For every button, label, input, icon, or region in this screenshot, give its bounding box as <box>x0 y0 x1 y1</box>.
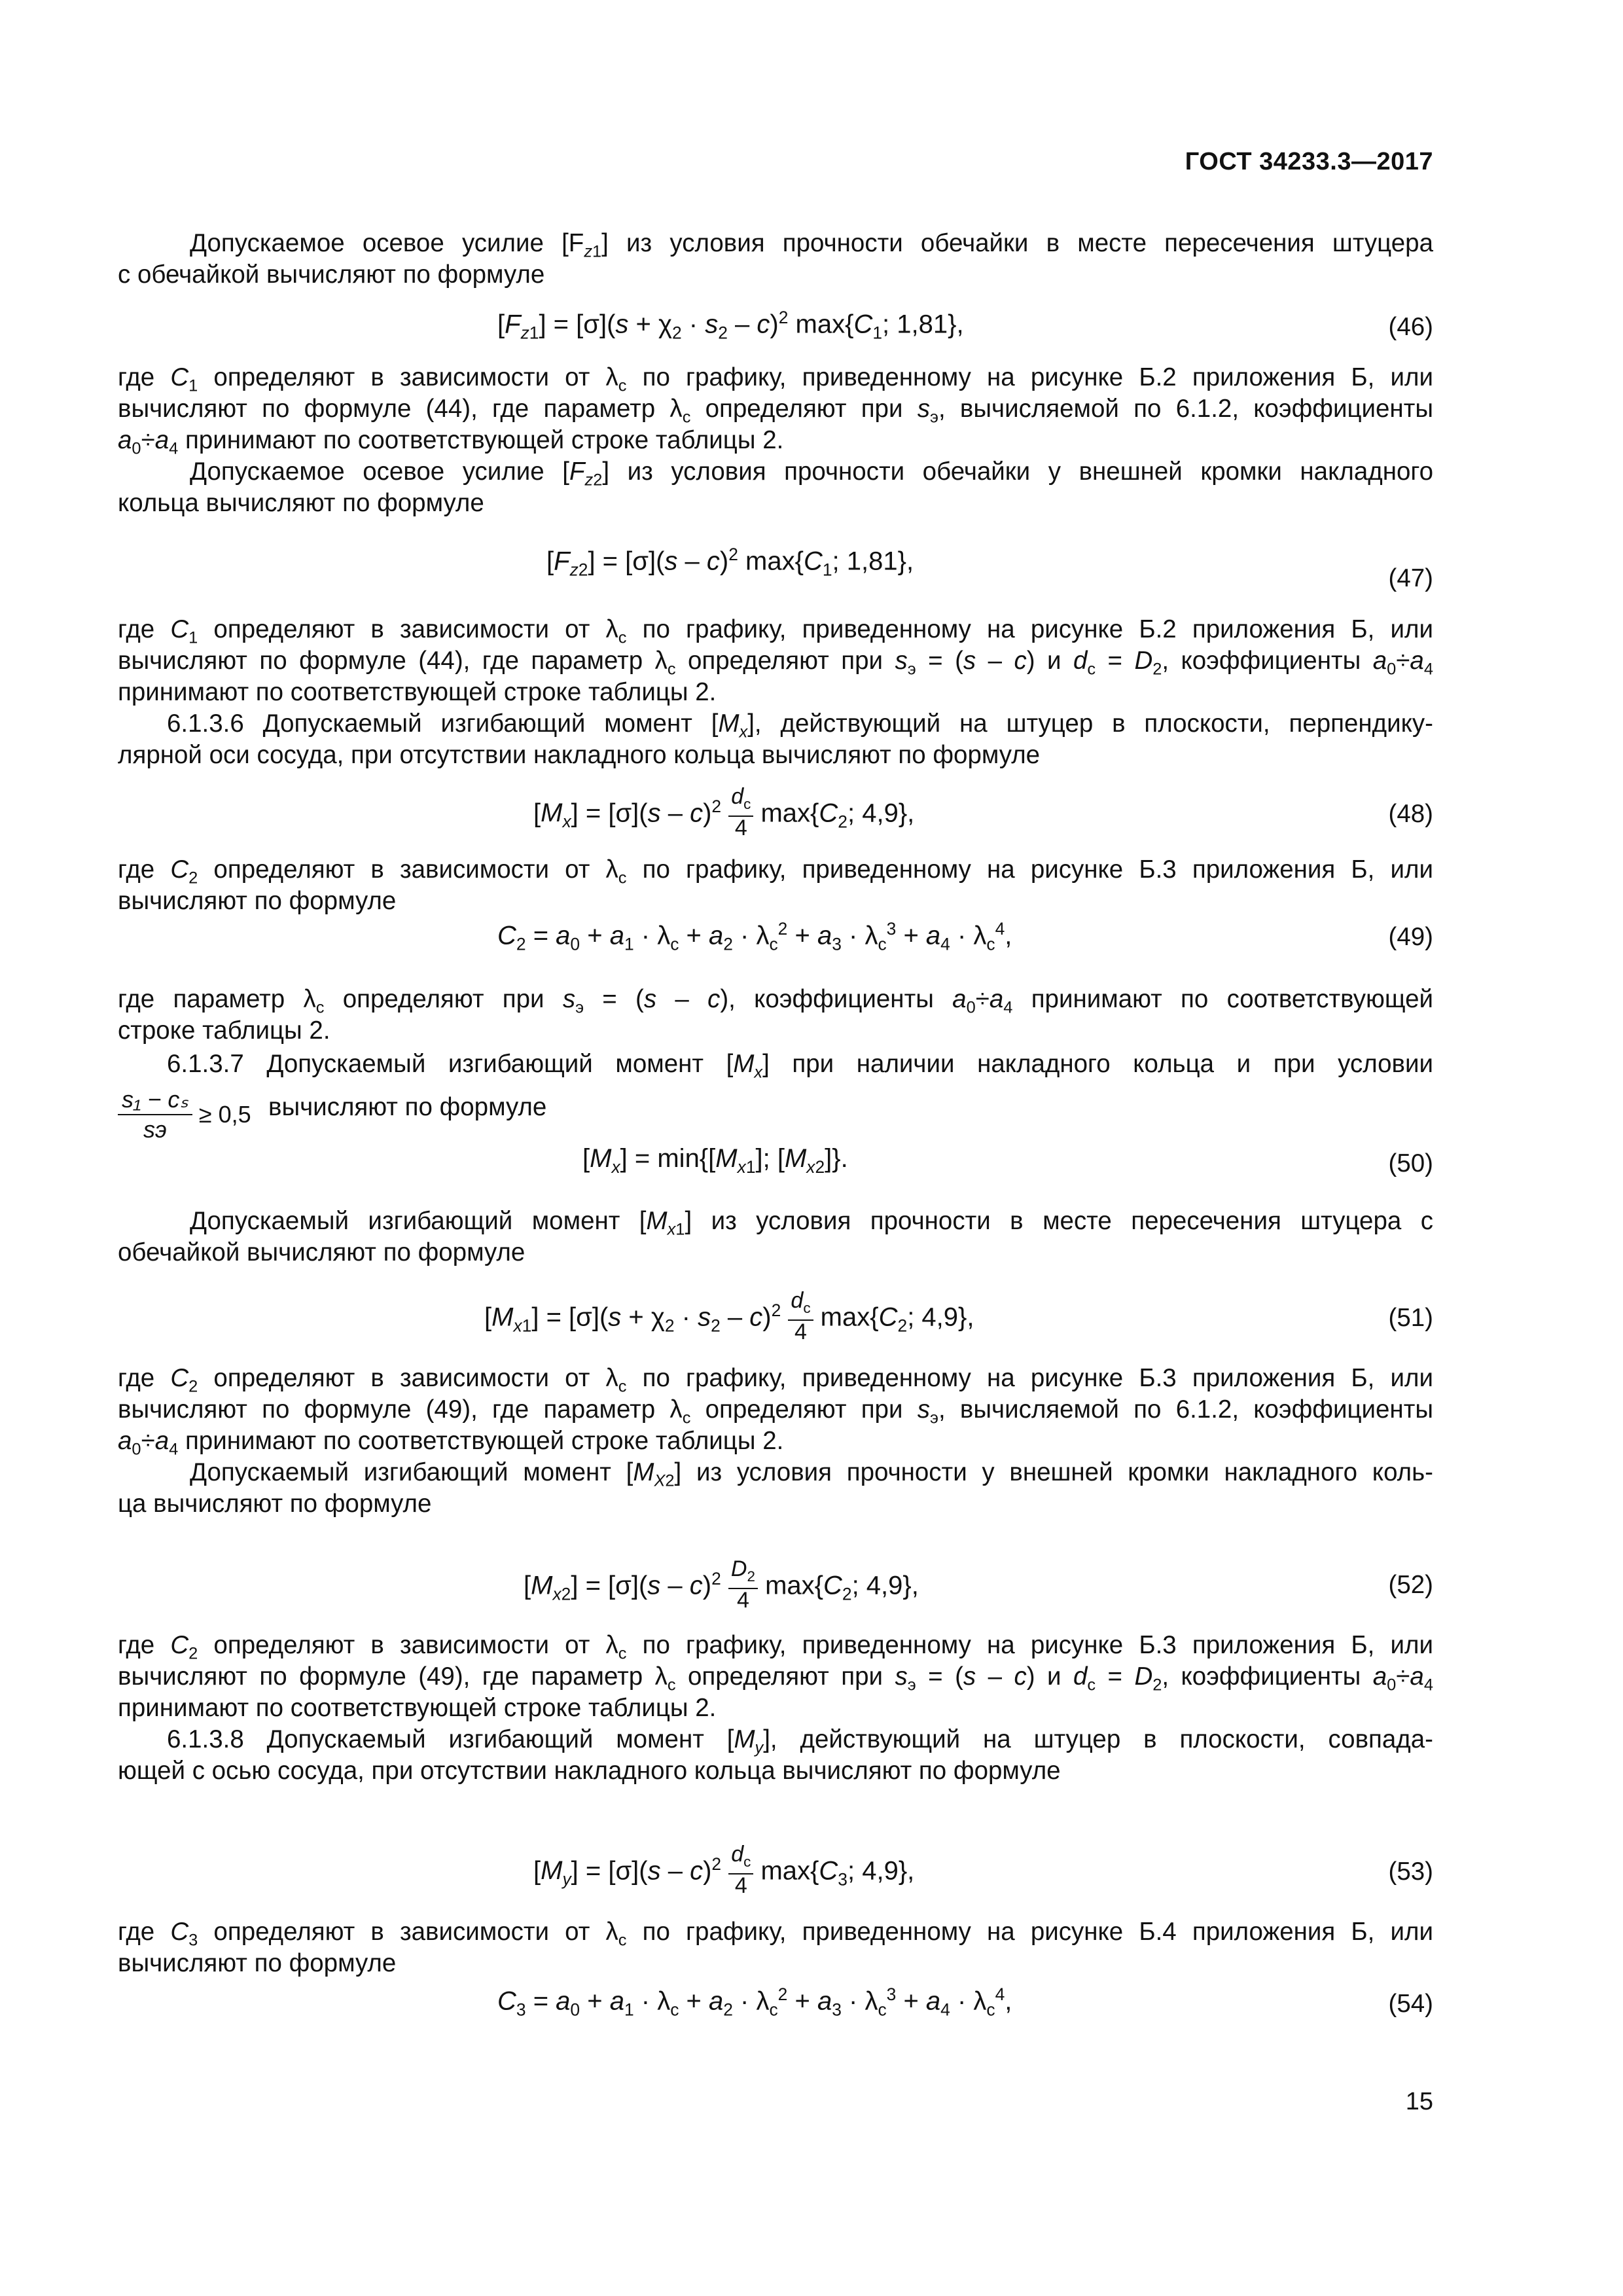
paragraph-line: где $C_2$ определяют в зависимости от $\lambda_c$ по графику, приведенному на рисунке Б.3 приложения Б, или <box>118 1364 1433 1396</box>
formula-53: $[M_y] = [\sigma](s - c)^2$ $\frac{d_c}{4}$ $\max\{C_3$; 4,9}, <box>533 1842 915 1898</box>
paragraph-line: принимают по соответствующей строке таблицы 2. <box>118 1694 717 1722</box>
paragraph-line: вычисляют по формуле (49), где параметр $\lambda_c$ определяют при $s_э = (s - c)$ и $d_c = D_2$, коэффициенты $a_0\div a_4$ <box>118 1662 1433 1695</box>
paragraph-line: принимают по соответствующей строке таблицы 2. <box>118 678 717 706</box>
condition-rhs: ≥ 0,5 <box>198 1101 251 1128</box>
equation-number: (48) <box>1388 800 1433 828</box>
equation-number: (47) <box>1388 564 1433 592</box>
standard-designation: ГОСТ 34233.3—2017 <box>1185 148 1433 175</box>
paragraph-line: вычисляют по формуле <box>118 1949 397 1977</box>
equation-number: (51) <box>1388 1304 1433 1332</box>
paragraph-line: $a_0\div a_4$ принимают по соответствующей строке таблицы 2. <box>118 426 784 458</box>
formula-47: $[F_{z2}] = [\sigma](s - c)^2$ $\max\{C_1$; 1,81}, <box>546 545 914 580</box>
paragraph-line: где $C_3$ определяют в зависимости от $\lambda_c$ по графику, приведенному на рисунке Б.4 приложения Б, или <box>118 1918 1433 1950</box>
equation-number: (46) <box>1388 313 1433 341</box>
paragraph-line: где $C_2$ определяют в зависимости от $\lambda_c$ по графику, приведенному на рисунке Б.3 приложения Б, или <box>118 1631 1433 1663</box>
formula-51: $[M_{x1}] = [\sigma](s + \chi_2 \cdot s_2 - c)^2$ $\frac{d_c}{4}$ $\max\{C_2$; 4,9}, <box>484 1288 974 1344</box>
paragraph-line: ца вычисляют по формуле <box>118 1490 432 1518</box>
paragraph-line: с обечайкой вычисляют по формуле <box>118 260 545 289</box>
formula-54: $C_3 = a_0 + a_1 \cdot \lambda_c + a_2 \cdot \lambda_c^2 + a_3 \cdot \lambda_c^3 + a_4 \cdot \lambda_c^4$, <box>497 1984 1012 2020</box>
condition-numerator: s₁ − cₛ <box>122 1086 188 1113</box>
paragraph-line: где $C_1$ определяют в зависимости от $\lambda_c$ по графику, приведенному на рисунке Б.2 приложения Б, или <box>118 615 1433 647</box>
formula-48: $[M_x] = [\sigma](s - c)^2$ $\frac{d_c}{4}$ $\max\{C_2$; 4,9}, <box>533 784 915 840</box>
formula-49: $C_2 = a_0 + a_1 \cdot \lambda_c + a_2 \cdot \lambda_c^2 + a_3 \cdot \lambda_c^3 + a_4 \cdot \lambda_c^4$, <box>497 919 1012 954</box>
formula-46: $[F_{z1}] = [\sigma](s + \chi_2 \cdot s_2 - c)^2$ $\max\{C_1$; 1,81}, <box>497 308 964 343</box>
paragraph-line: вычисляют по формуле (44), где параметр $\lambda_c$ определяют при $s_э = (s - c)$ и $d_c = D_2$, коэффициенты $a_0\div a_4$ <box>118 647 1433 679</box>
paragraph-line: $a_0\div a_4$ принимают по соответствующей строке таблицы 2. <box>118 1427 784 1459</box>
paragraph-line: Допускаемый изгибающий момент $[M_{x1}]$ из условия прочности в месте пересечения штуцера с <box>190 1207 1433 1239</box>
paragraph-line: где $C_1$ определяют в зависимости от $\lambda_c$ по графику, приведенному на рисунке Б.2 приложения Б, или <box>118 363 1433 395</box>
paragraph-line: Допускаемое осевое усилие $[F_{z1}]$ из условия прочности обечайки в месте пересечения штуцера <box>190 229 1433 261</box>
paragraph-line: где $C_2$ определяют в зависимости от $\lambda_c$ по графику, приведенному на рисунке Б.3 приложения Б, или <box>118 855 1433 888</box>
equation-number: (54) <box>1388 1990 1433 2018</box>
paragraph-line: Допускаемое осевое усилие $[F_{z2}]$ из условия прочности обечайки у внешней кромки накладного <box>190 457 1433 490</box>
paragraph-line: строке таблицы 2. <box>118 1016 330 1045</box>
formula-50: $[M_x] = \min\{[M_{x1}]$; $[M_{x2}]$}. <box>582 1144 848 1177</box>
paragraph-line: 6.1.3.7 Допускаемый изгибающий момент $[M_x]$ при наличии накладного кольца и при условии <box>167 1050 1433 1082</box>
paragraph-line: обечайкой вычисляют по формуле <box>118 1238 526 1266</box>
page-number: 15 <box>1405 2088 1433 2115</box>
equation-number: (50) <box>1388 1149 1433 1177</box>
paragraph-line: 6.1.3.6 Допускаемый изгибающий момент $[M_x]$, действующий на штуцер в плоскости, перпендику- <box>167 709 1433 742</box>
paragraph-line: вычисляют по формуле (49), где параметр $\lambda_c$ определяют при $s_э$, вычисляемой по 6.1.2, коэффициенты <box>118 1395 1433 1427</box>
condition-denominator: sэ <box>118 1114 192 1144</box>
paragraph-line: ющей с осью сосуда, при отсутствии накладного кольца вычисляют по формуле <box>118 1757 1061 1785</box>
equation-number: (49) <box>1388 923 1433 951</box>
paragraph-line: где параметр $\lambda_c$ определяют при $s_э = (s - c)$, коэффициенты $a_0\div a_4$ принимают по соответствующей <box>118 985 1433 1017</box>
paragraph-line: вычисляют по формуле (44), где параметр $\lambda_c$ определяют при $s_э$, вычисляемой по 6.1.2, коэффициенты <box>118 395 1433 427</box>
paragraph-line: 6.1.3.8 Допускаемый изгибающий момент $[M_y]$, действующий на штуцер в плоскости, совпада- <box>167 1725 1434 1757</box>
paragraph-line: вычисляют по формуле <box>268 1093 547 1121</box>
paragraph-line: лярной оси сосуда, при отсутствии накладного кольца вычисляют по формуле <box>118 741 1041 769</box>
condition-expression <box>118 1085 251 1144</box>
formula-52: $[M_{x2}] = [\sigma](s - c)^2$ $\frac{D_2}{4}$ $\max\{C_2$; 4,9}, <box>524 1556 919 1613</box>
equation-number: (52) <box>1388 1571 1433 1599</box>
paragraph-line: вычисляют по формуле <box>118 887 397 915</box>
equation-number: (53) <box>1388 1857 1433 1886</box>
paragraph-line: Допускаемый изгибающий момент $[M_{X2}]$ из условия прочности у внешней кромки накладного коль- <box>190 1458 1433 1490</box>
paragraph-line: кольца вычисляют по формуле <box>118 489 484 517</box>
